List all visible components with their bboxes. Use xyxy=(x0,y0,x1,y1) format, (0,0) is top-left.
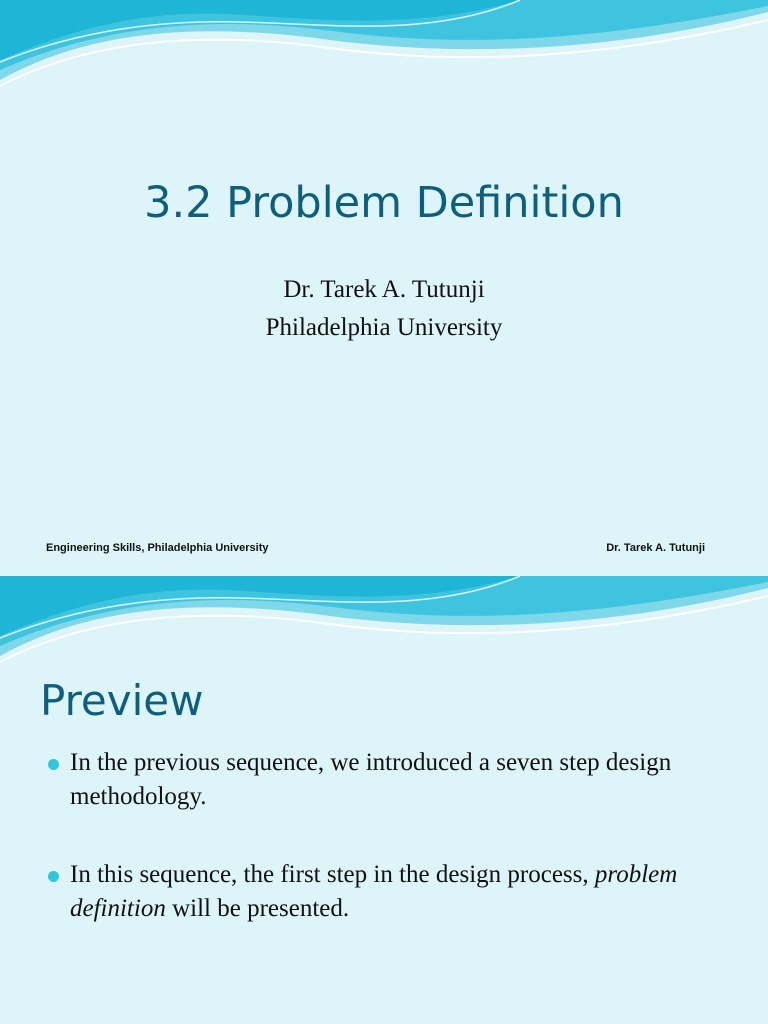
bullet-icon xyxy=(48,871,59,882)
bullet-emphasis: problem definition xyxy=(70,861,678,922)
preview-slide xyxy=(0,576,768,1024)
header-wave-decoration xyxy=(0,0,768,100)
bullet-list xyxy=(48,746,728,970)
institution-name: Philadelphia University xyxy=(265,314,503,341)
bullet-text-before: In this sequence, the first step in the design process, xyxy=(70,861,595,888)
slide-title: 3.2 Problem Definition xyxy=(144,178,624,228)
bullet-item xyxy=(48,746,728,814)
header-wave-decoration xyxy=(0,576,768,676)
footer-course: Engineering Skills, Philadelphia University xyxy=(46,542,269,554)
bullet-text: In the previous sequence, we introduced a seven step design methodology. xyxy=(70,749,672,810)
bullet-text-after: will be presented. xyxy=(165,895,350,922)
bullet-icon xyxy=(48,759,59,770)
author-name: Dr. Tarek A. Tutunji xyxy=(283,276,485,303)
slide-title: Preview xyxy=(40,676,204,725)
bullet-item xyxy=(48,858,728,926)
footer-author: Dr. Tarek A. Tutunji xyxy=(606,542,705,554)
